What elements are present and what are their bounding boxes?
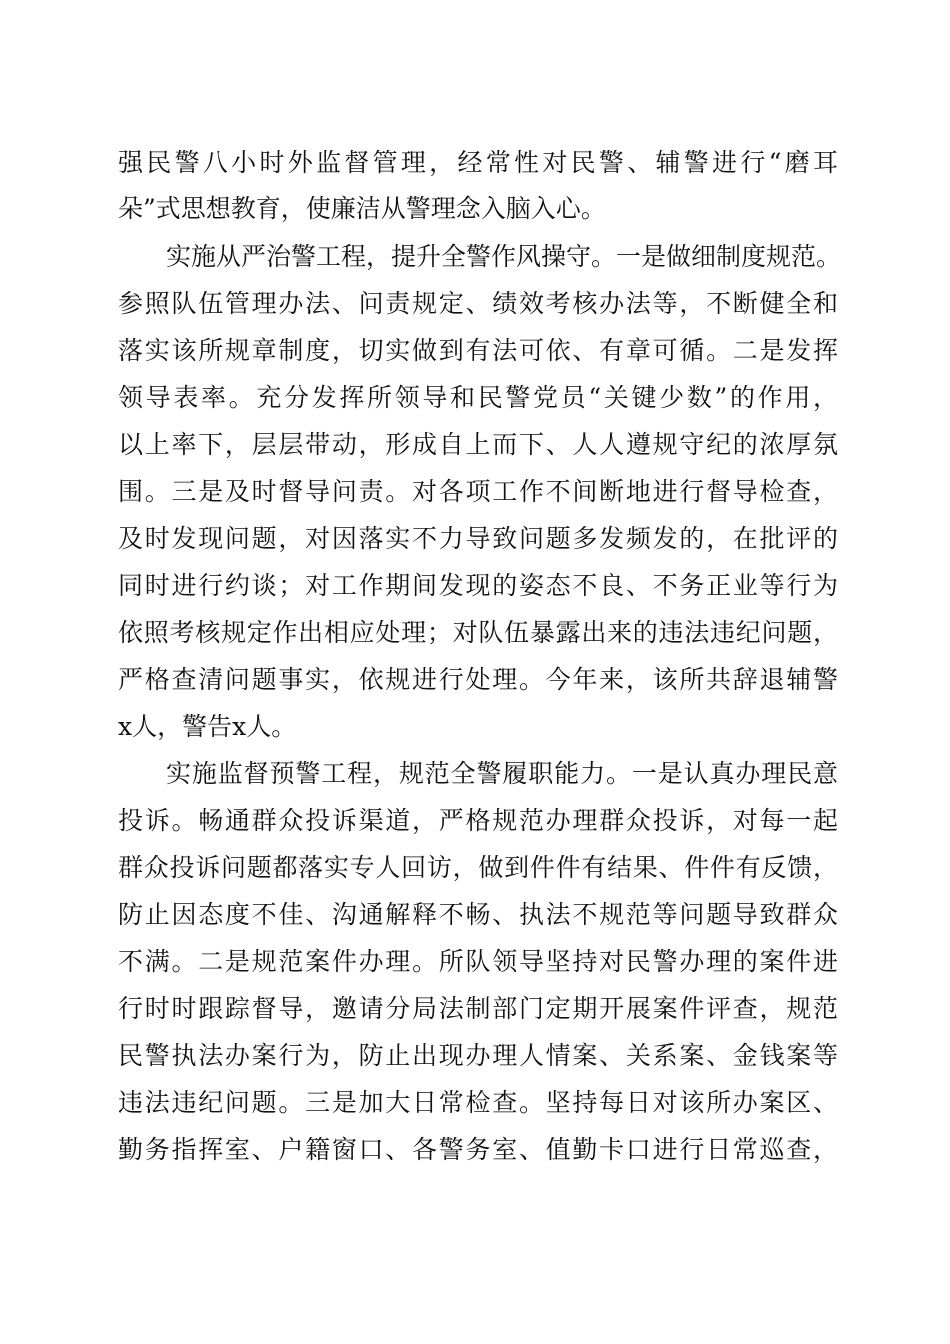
text-line: 以上率下，层层带动，形成自上而下、人人遵规守纪的浓厚氛 — [118, 430, 838, 459]
text-line: x人，警告x人。 — [118, 712, 297, 741]
text-line: 民警执法办案行为，防止出现办理人情案、关系案、金钱案等 — [118, 1041, 838, 1070]
text-line: 勤务指挥室、户籍窗口、各警务室、值勤卡口进行日常巡查， — [118, 1135, 838, 1164]
text-line: 严格查清问题事实，依规进行处理。今年来，该所共辞退辅警 — [118, 665, 838, 694]
text-line: 参照队伍管理办法、问责规定、绩效考核办法等，不断健全和 — [118, 289, 838, 318]
text-line: 同时进行约谈；对工作期间发现的姿态不良、不务正业等行为 — [118, 571, 838, 600]
text-line: 及时发现问题，对因落实不力导致问题多发频发的，在批评的 — [118, 524, 838, 553]
text-line: 依照考核规定作出相应处理；对队伍暴露出来的违法违纪问题， — [118, 618, 838, 647]
text-line: 领导表率。充分发挥所领导和民警党员“关键少数”的作用， — [118, 383, 838, 412]
text-line: 违法违纪问题。三是加大日常检查。坚持每日对该所办案区、 — [118, 1088, 838, 1117]
text-line: 投诉。畅通群众投诉渠道，严格规范办理群众投诉，对每一起 — [118, 806, 838, 835]
text-line: 群众投诉问题都落实专人回访，做到件件有结果、件件有反馈， — [118, 853, 838, 882]
text-line: 不满。二是规范案件办理。所队领导坚持对民警办理的案件进 — [118, 947, 838, 976]
paragraph-first-line: 实施监督预警工程，规范全警履职能力。一是认真办理民意 — [166, 759, 838, 788]
text-line: 落实该所规章制度，切实做到有法可依、有章可循。二是发挥 — [118, 336, 838, 365]
paragraph-first-line: 实施从严治警工程，提升全警作风操守。一是做细制度规范。 — [166, 242, 842, 271]
text-line: 朵”式思想教育，使廉洁从警理念入脑入心。 — [118, 194, 606, 223]
text-line: 围。三是及时督导问责。对各项工作不间断地进行督导检查， — [118, 477, 838, 506]
text-line: 行时时跟踪督导，邀请分局法制部门定期开展案件评查，规范 — [118, 994, 838, 1023]
text-line: 强民警八小时外监督管理，经常性对民警、辅警进行“磨耳 — [118, 148, 838, 177]
text-line: 防止因态度不佳、沟通解释不畅、执法不规范等问题导致群众 — [118, 900, 838, 929]
